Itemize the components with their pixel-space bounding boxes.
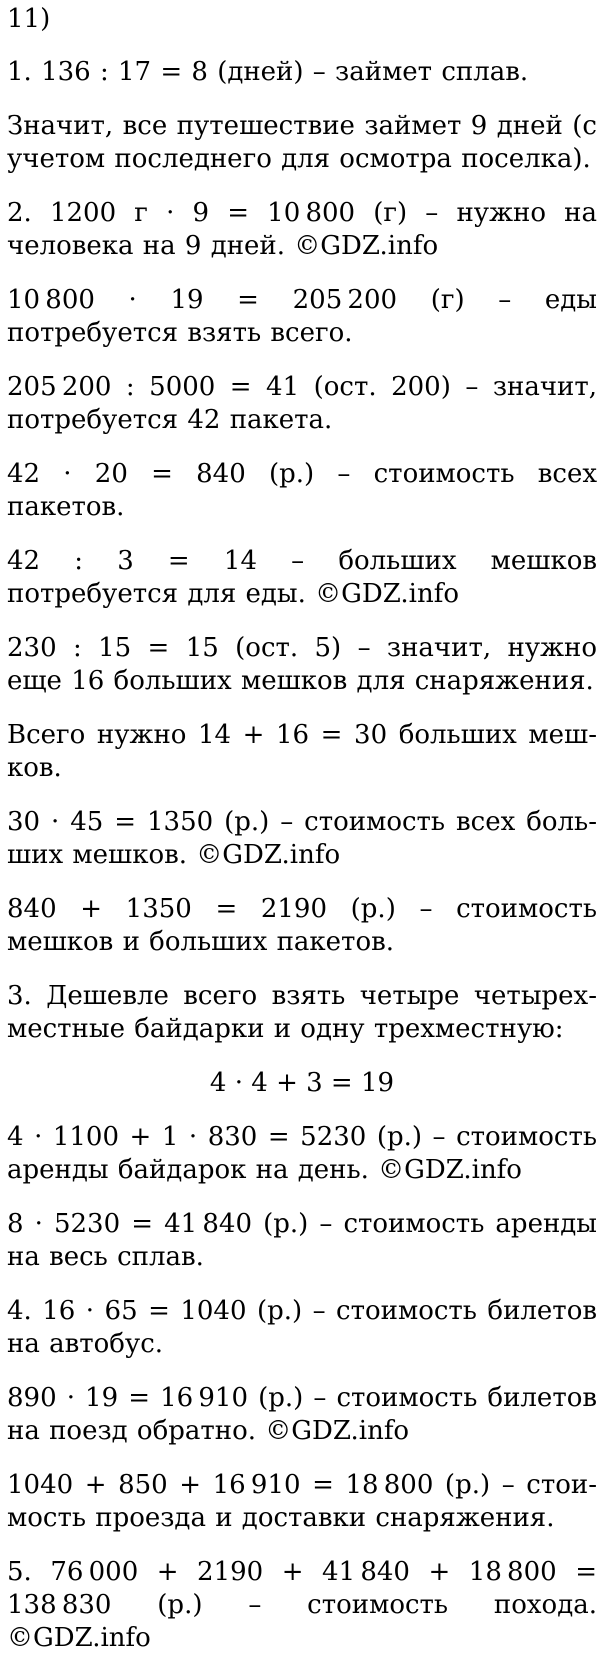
solution-paragraph: 4 · 1100 + 1 · 830 = 5230 (р.) – стоимость аренды байдарок на день. ©GDZ.info (7, 1122, 597, 1185)
solution-paragraph: 30 · 45 = 1350 (р.) – стоимость всех больших мешков. ©GDZ.info (7, 807, 597, 870)
solution-paragraph-step2: 2. 1200 г · 9 = 10 800 (г) – нужно на человека на 9 дней. ©GDZ.info (7, 198, 597, 261)
solution-paragraph: 890 · 19 = 16 910 (р.) – стоимость билетов на поезд обратно. ©GDZ.info (7, 1383, 597, 1446)
solution-paragraph: 8 · 5230 = 41 840 (р.) – стоимость аренды на весь сплав. (7, 1209, 597, 1272)
solution-paragraph: 205 200 : 5000 = 41 (ост. 200) – значит, потребуется 42 пакета. (7, 372, 597, 435)
solution-paragraph: 230 : 15 = 15 (ост. 5) – значит, нужно еще 16 больших мешков для снаряжения. (7, 633, 597, 696)
centered-equation: 4 · 4 + 3 = 19 (209, 1068, 395, 1098)
solution-paragraph: Всего нужно 14 + 16 = 30 больших мешков. (7, 720, 597, 783)
solution-paragraph-step3: 3. Дешевле всего взять четыре четырехместные байдарки и одну трехместную: (7, 981, 597, 1044)
solution-paragraph: 1040 + 850 + 16 910 = 18 800 (р.) – стоимость проезда и доставки снаряжения. (7, 1470, 597, 1533)
solution-paragraph-step1: 1. 136 : 17 = 8 (дней) – займет сплав. (7, 57, 529, 87)
solution-paragraph: 42 : 3 = 14 – больших мешков потребуется для еды. ©GDZ.info (7, 546, 597, 609)
solution-paragraph: 840 + 1350 = 2190 (р.) – стоимость мешков и больших пакетов. (7, 894, 597, 957)
solution-paragraph-step5: 5. 76 000 + 2190 + 41 840 + 18 800 = 138 830 (р.) – стоимость похода. ©GDZ.info (7, 1557, 597, 1653)
solution-paragraph: 10 800 · 19 = 205 200 (г) – еды потребуется взять всего. (7, 285, 597, 348)
solution-paragraph: 42 · 20 = 840 (р.) – стоимость всех пакетов. (7, 459, 597, 522)
solution-paragraph: Значит, все путешествие займет 9 дней (с учетом последнего для осмотра поселка). (7, 111, 597, 174)
solution-paragraph-step4: 4. 16 · 65 = 1040 (р.) – стоимость билетов на автобус. (7, 1296, 597, 1359)
problem-number: 11) (7, 4, 51, 34)
solution-document (7, 3, 597, 1655)
